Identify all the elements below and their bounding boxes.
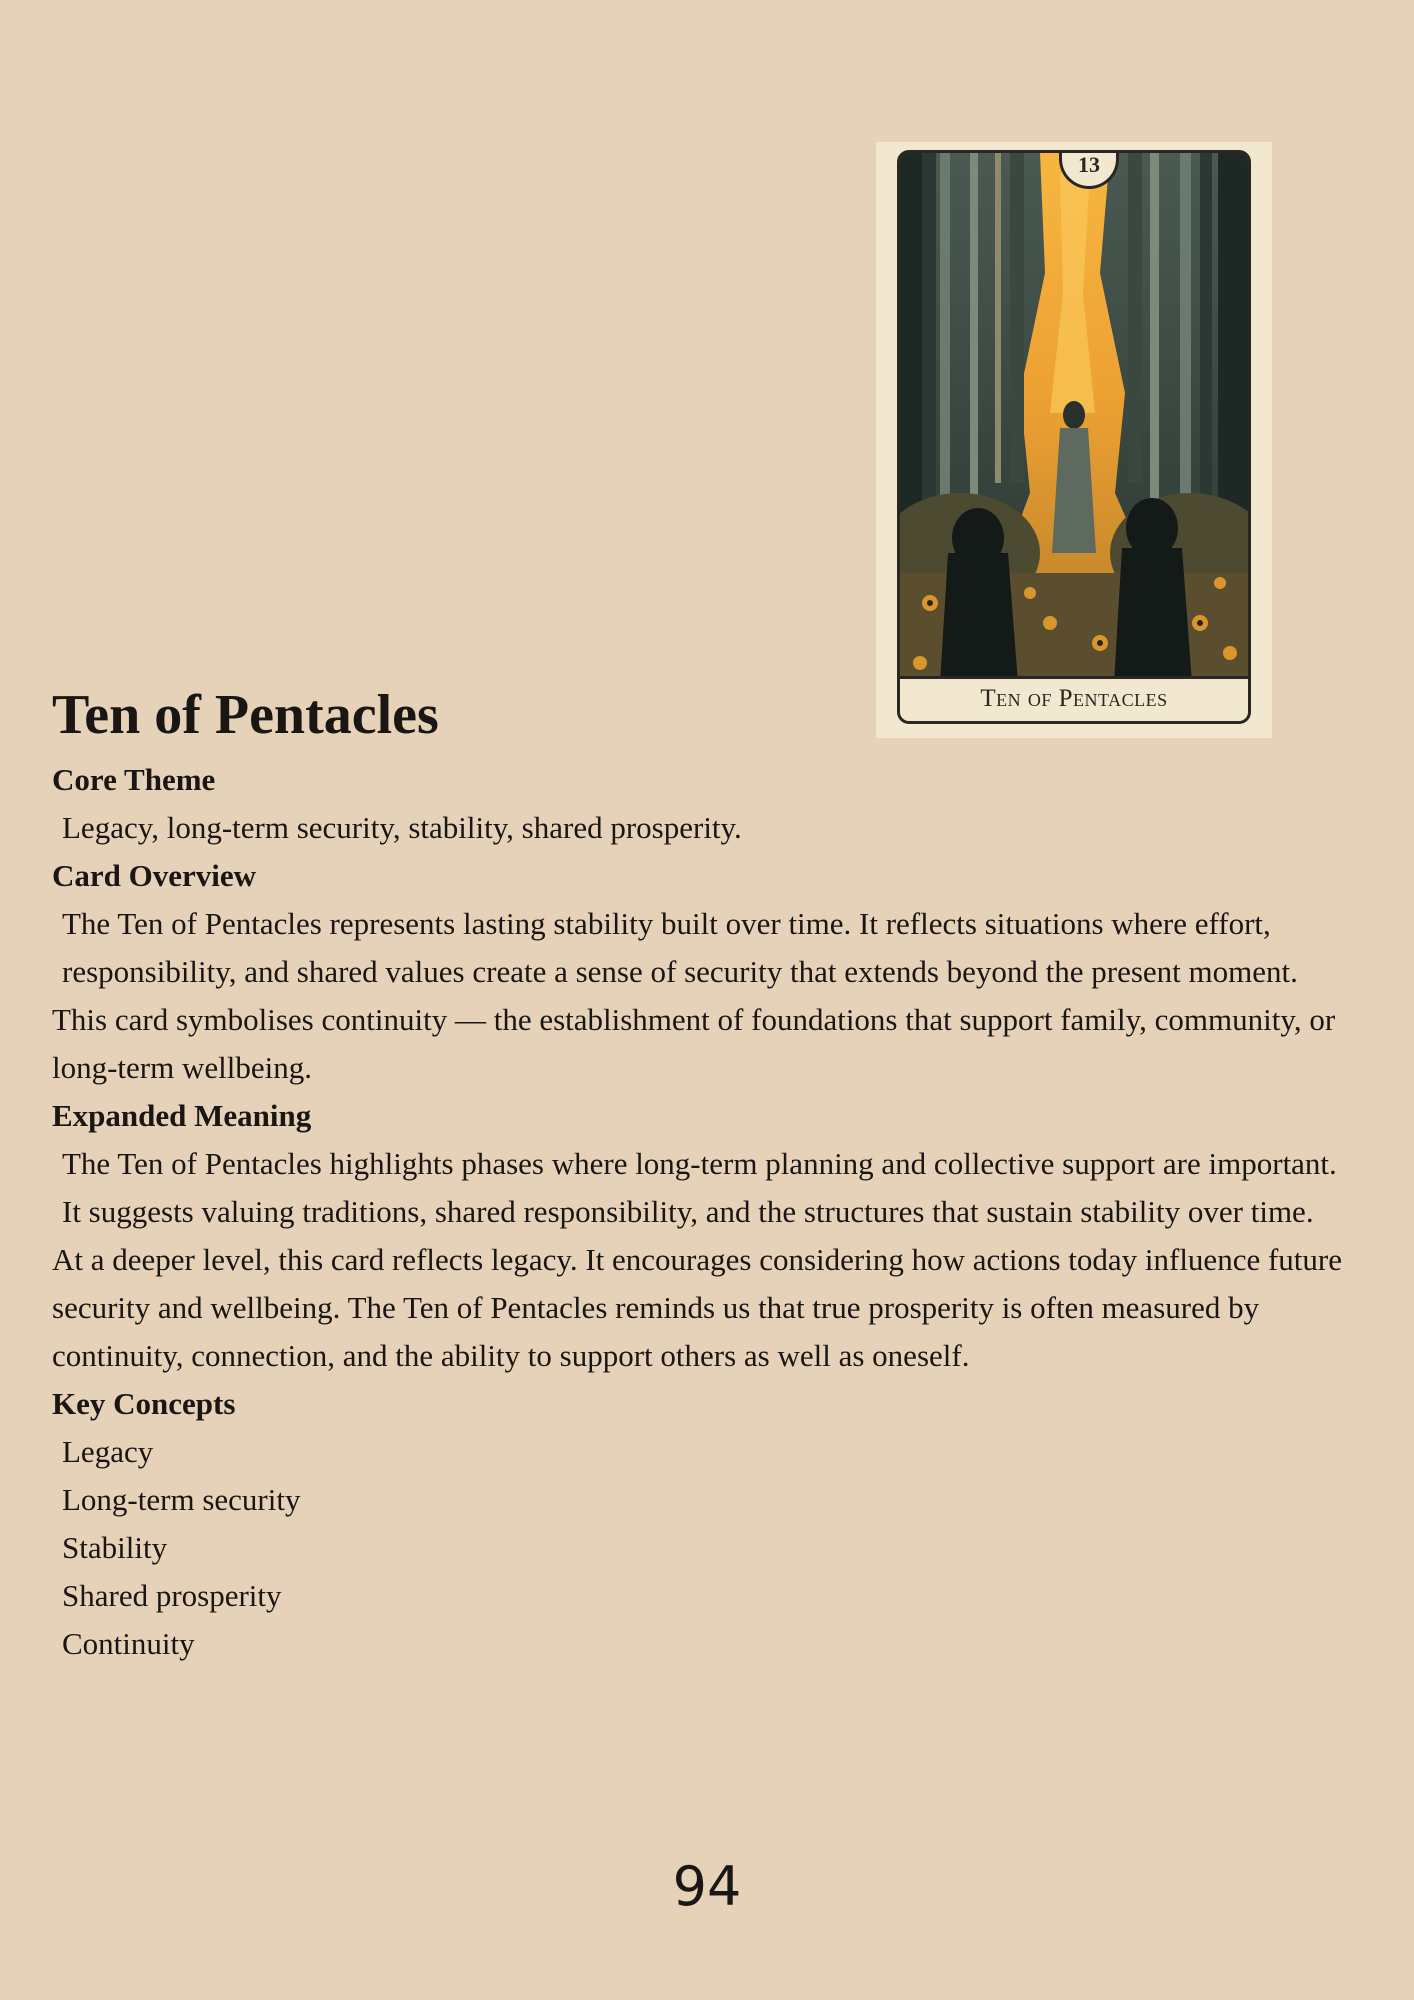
- expanded-heading: Expanded Meaning: [52, 1098, 312, 1133]
- card-number: 13: [1059, 150, 1119, 189]
- card-frame: [897, 150, 1251, 724]
- card-caption: Ten of Pentacles: [900, 676, 1248, 721]
- key-concept-item: Shared prosperity: [62, 1578, 282, 1613]
- key-concept-item: Continuity: [62, 1626, 195, 1661]
- expanded-paragraph: The Ten of Pentacles highlights phases where long-term planning and collective support are important. It suggests valuing traditions, shared responsibility, and the structures that sustain stability over time.: [62, 1146, 1337, 1229]
- page-title: Ten of Pentacles: [52, 684, 439, 746]
- key-concept-item: Long-term security: [62, 1482, 301, 1517]
- core-theme-text: Legacy, long-term security, stability, shared prosperity.: [62, 810, 742, 845]
- overview-paragraph: The Ten of Pentacles represents lasting stability built over time. It reflects situations where effort, responsibility, and shared values create a sense of security that extends beyond the present moment.: [62, 906, 1298, 989]
- key-concepts-heading: Key Concepts: [52, 1386, 236, 1421]
- key-concept-item: Stability: [62, 1530, 168, 1565]
- forest-illustration: [900, 153, 1248, 683]
- card-description: [52, 756, 1362, 1668]
- expanded-paragraph: At a deeper level, this card reflects legacy. It encourages considering how actions today influence future security and wellbeing. The Ten of Pentacles reminds us that true prosperity is often measured by continuity, connection, and the ability to support others as well as oneself.: [52, 1242, 1342, 1373]
- key-concepts-list: [52, 1428, 1362, 1668]
- overview-heading: Card Overview: [52, 858, 257, 893]
- core-theme-heading: Core Theme: [52, 762, 216, 797]
- key-concept-item: Legacy: [62, 1434, 154, 1469]
- tarot-card-image: [876, 142, 1272, 738]
- overview-paragraph: This card symbolises continuity — the establishment of foundations that support family, community, or long-term wellbeing.: [52, 1002, 1336, 1085]
- page-number: 94: [672, 1855, 742, 1918]
